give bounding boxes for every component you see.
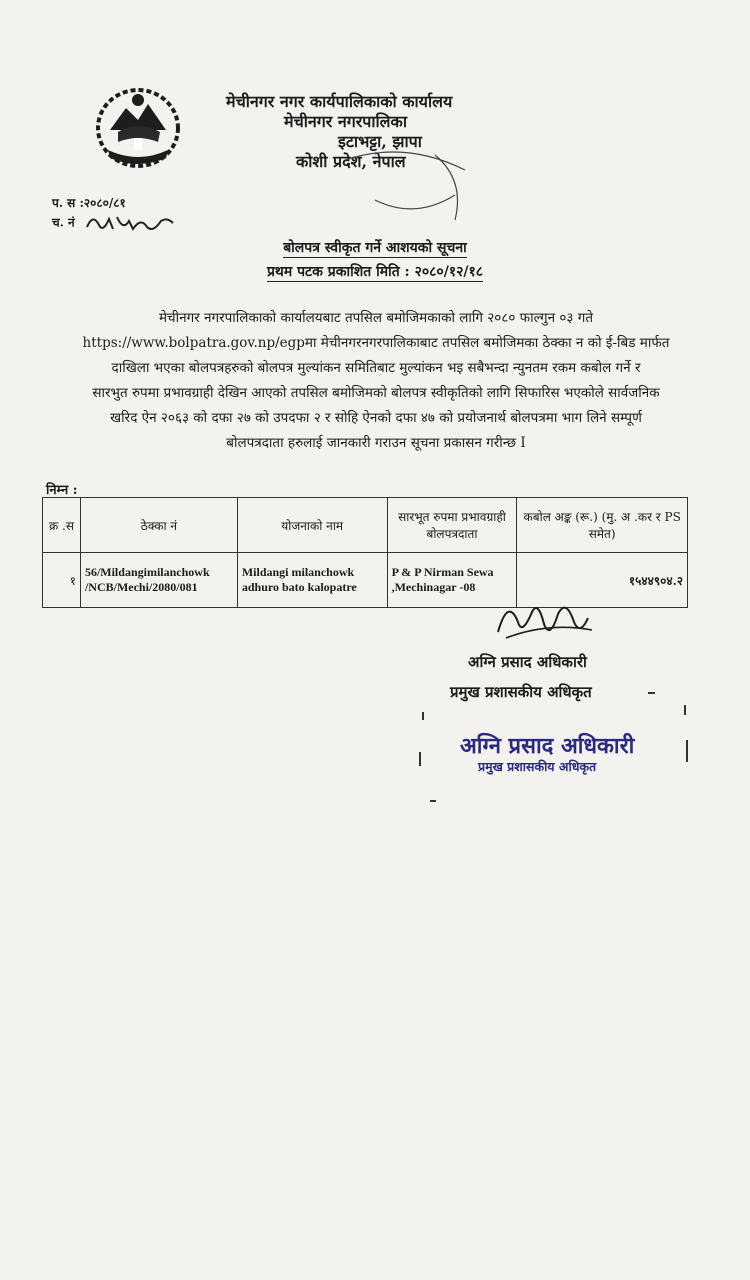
column-header-amount: कबोल अङ्क (रू.) (मु. अ .कर र PS समेत) — [517, 498, 688, 553]
published-date: प्रथम पटक प्रकाशित मिति : २०८०/१२/१८ — [266, 264, 484, 280]
reference-numbers — [52, 196, 178, 235]
header-line-1: मेचीनगर नगर कार्यपालिकाको कार्यालय — [226, 92, 453, 111]
header-line-3: इटाभट्टा, झापा — [338, 132, 422, 151]
body-line: खरिद ऐन २०६३ को दफा २७ को उपदफा २ र सोहि ऐनको दफा ४७ को प्रयोजनार्थ बोलपत्रमा भाग लिने सम्पूर्ण — [110, 410, 642, 426]
table-label: निम्न : — [46, 483, 78, 498]
column-header-contract-no: ठेक्का नं — [80, 498, 237, 553]
column-header-bidder: सारभूत रुपमा प्रभावग्राही बोलपत्रदाता — [387, 498, 517, 553]
scan-mark — [422, 712, 424, 720]
cell-project: Mildangi milanchowk adhuro bato kalopatre — [237, 553, 387, 608]
signer-name: अग्नि प्रसाद अधिकारी — [468, 653, 587, 671]
notice-body — [48, 306, 704, 456]
cell-contract-no: 56/Mildangimilanchowk /NCB/Mechi/2080/081 — [80, 553, 237, 608]
body-line: सारभुत रुपमा प्रभावग्राही देखिन आएको तपसिल बमोजिमको बोलपत्र स्वीकृतिको लागि सिफारिस भएकोले सार्वजनिक — [92, 385, 660, 401]
body-line: बोलपत्रदाता हरुलाई जानकारी गराउन सूचना प्रकासन गरीन्छ I — [226, 435, 526, 451]
column-header-sn: क्र .स — [43, 498, 81, 553]
nepal-emblem-logo — [88, 80, 188, 172]
cell-bidder: P & P Nirman Sewa ,Mechinagar -08 — [387, 553, 517, 608]
body-line: मेचीनगर नगरपालिकाको कार्यालयबाट तपसिल बमोजिमकाको लागि २०८० फाल्गुन ०३ गते — [158, 310, 594, 326]
chalani-number — [52, 211, 178, 235]
scan-mark — [430, 800, 436, 802]
official-name-stamp: अग्नि प्रसाद अधिकारी — [460, 733, 635, 759]
patra-sankhya: प. स :२०८०/८१ — [52, 196, 126, 210]
cell-sn: १ — [43, 553, 81, 608]
body-line: दाखिला भएका बोलपत्रहरुको बोलपत्र मुल्यांकन समितिबाट मुल्यांकन भइ सबैभन्दा न्युनतम रकम कबोल गर्ने र — [111, 360, 641, 376]
notice-title: बोलपत्र स्वीकृत गर्ने आशयको सूचना — [283, 240, 467, 256]
header-line-2: मेचीनगर नगरपालिका — [284, 112, 407, 131]
scan-mark — [648, 692, 655, 694]
handwritten-signature — [488, 592, 598, 647]
header-line-4: कोशी प्रदेश, नेपाल — [296, 152, 406, 171]
official-title-stamp: प्रमुख प्रशासकीय अधिकृत — [478, 759, 597, 774]
office-round-stamp — [335, 150, 475, 230]
cell-amount: १५४४९०४.२ — [517, 553, 688, 608]
scan-mark — [419, 752, 421, 766]
chalani-label: च. नं — [52, 215, 75, 230]
scan-mark — [684, 705, 686, 715]
scan-mark — [686, 740, 688, 762]
handwritten-chalani-number — [83, 211, 178, 235]
column-header-project: योजनाको नाम — [237, 498, 387, 553]
body-line: https://www.bolpatra.gov.np/egpमा मेचीनगरनगरपालिकाबाट तपसिल बमोजिमका ठेक्का न को ई-बिड मार्फत — [82, 335, 670, 351]
signer-title: प्रमुख प्रशासकीय अधिकृत — [450, 683, 592, 701]
table-header-row — [43, 498, 688, 553]
